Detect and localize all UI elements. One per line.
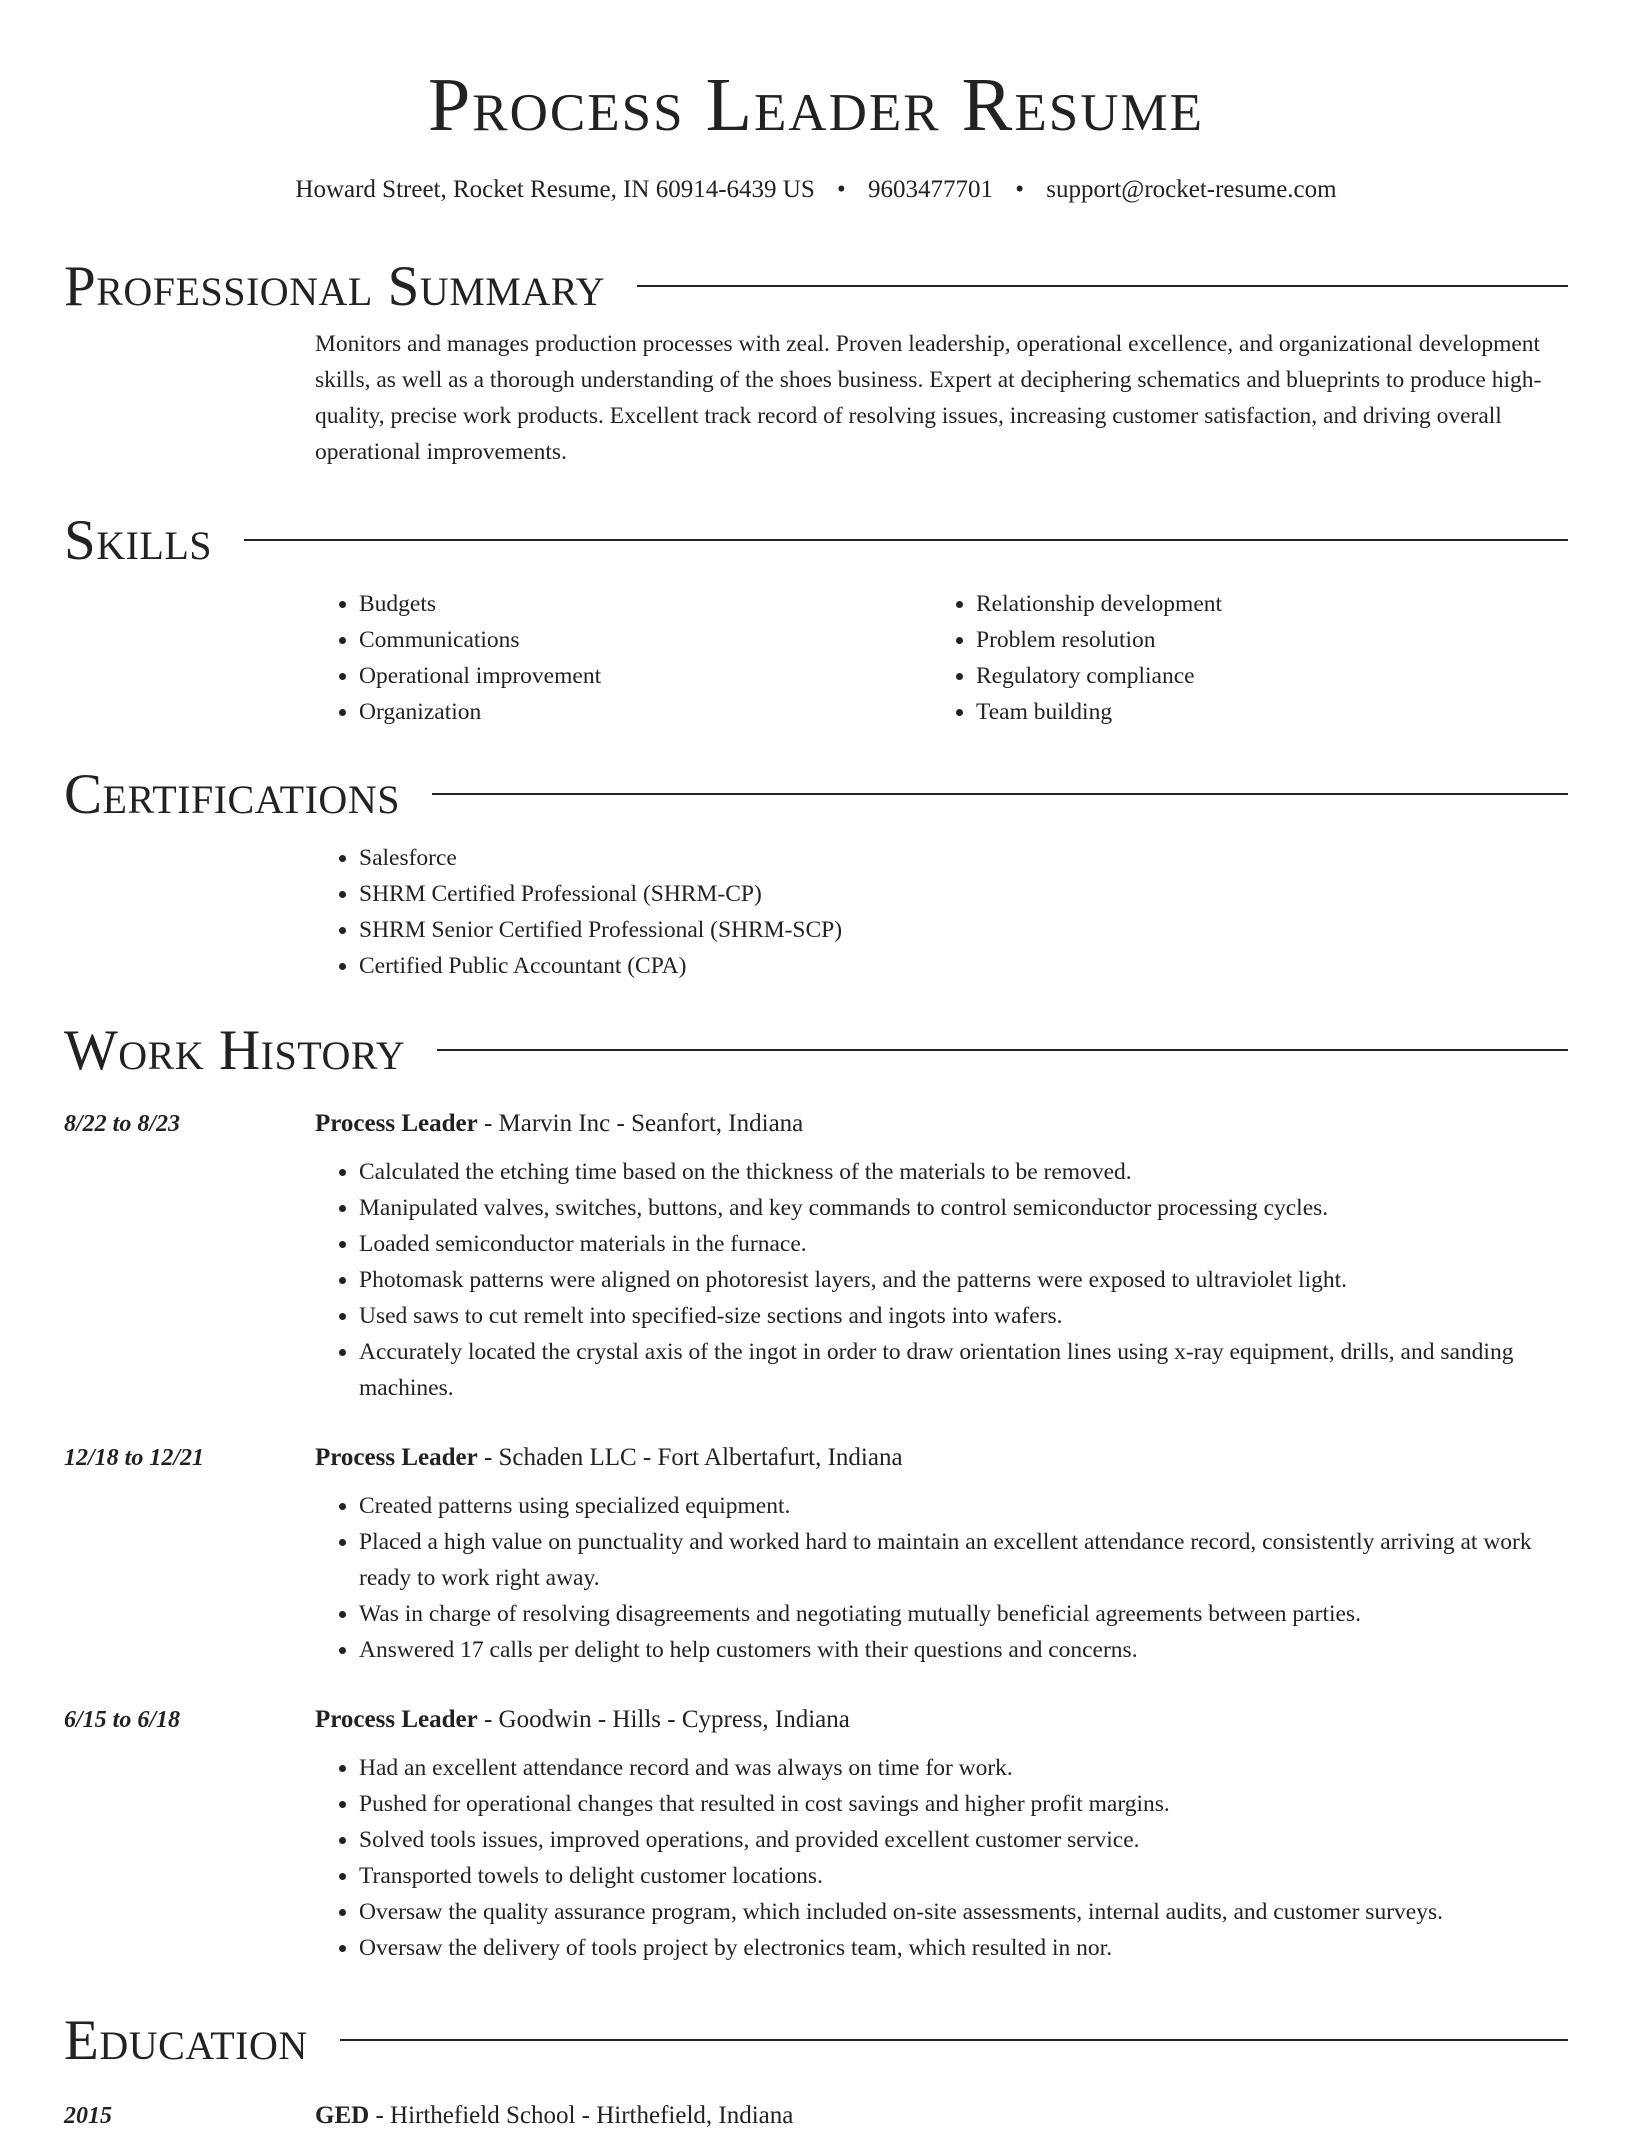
education-section bbox=[64, 2008, 1568, 2136]
job-duty-item: • Accurately located the crystal axis of the ingot in order to draw orientation lines using x-ray equipment, drills, and sanding machines. bbox=[359, 1334, 1568, 1406]
skills-column-right bbox=[932, 586, 1549, 730]
job-employer: - Schaden LLC - Fort Albertafurt, Indiana bbox=[477, 1444, 903, 1471]
certification-item: • SHRM Senior Certified Professional (SHRM-SCP) bbox=[359, 912, 1568, 948]
job-heading bbox=[315, 1104, 1568, 1144]
job-duty-item: • Had an excellent attendance record and was always on time for work. bbox=[359, 1750, 1568, 1786]
job-duty-item: • Used saws to cut remelt into specified-size sections and ingots into wafers. bbox=[359, 1298, 1568, 1334]
contact-separator: • bbox=[1015, 176, 1025, 203]
job-duties bbox=[315, 1488, 1568, 1668]
certifications-header bbox=[64, 762, 1568, 828]
job-heading bbox=[315, 1700, 1568, 1740]
job-duty-item: • Answered 17 calls per delight to help customers with their questions and concerns. bbox=[359, 1632, 1568, 1668]
education-entry bbox=[64, 2096, 1568, 2136]
section-divider bbox=[340, 2039, 1568, 2041]
job-role: Process Leader bbox=[315, 1444, 478, 1471]
job-dates: 6/15 to 6/18 bbox=[64, 1707, 181, 1733]
skills-title: Skills bbox=[64, 509, 213, 572]
job-duty-item: • Calculated the etching time based on the thickness of the materials to be removed. bbox=[359, 1154, 1568, 1190]
skills-list bbox=[315, 586, 1568, 730]
work-history-title: Work History bbox=[64, 1019, 406, 1082]
education-header bbox=[64, 2008, 1568, 2074]
certifications-title: Certifications bbox=[64, 763, 400, 826]
certification-item: • Salesforce bbox=[359, 840, 1568, 876]
section-divider bbox=[432, 793, 1568, 795]
job-duty-item: • Transported towels to delight customer locations. bbox=[359, 1858, 1568, 1894]
job-role: Process Leader bbox=[315, 1706, 478, 1733]
job-duties bbox=[315, 1154, 1568, 1406]
certification-item: • Certified Public Accountant (CPA) bbox=[359, 948, 1568, 984]
job-duty-item: • Manipulated valves, switches, buttons, and key commands to control semiconductor processing cycles. bbox=[359, 1190, 1568, 1226]
contact-separator: • bbox=[837, 176, 846, 203]
skills-column-left bbox=[315, 586, 932, 730]
education-school: - Hirthefield School - Hirthefield, Indiana bbox=[369, 2102, 794, 2129]
job-duty-item: • Photomask patterns were aligned on photoresist layers, and the patterns were exposed to ultraviolet light. bbox=[359, 1262, 1568, 1298]
certifications-section bbox=[64, 762, 1568, 984]
skill-item: • Communications bbox=[359, 622, 932, 658]
job-entry bbox=[64, 1104, 1568, 1406]
section-divider bbox=[637, 285, 1568, 287]
job-duty-item: • Placed a high value on punctuality and worked hard to maintain an excellent attendance record, consistently arriving at work ready to work right away. bbox=[359, 1524, 1568, 1596]
resume-title: Process Leader Resume bbox=[428, 63, 1204, 147]
job-duty-item: • Pushed for operational changes that resulted in cost savings and higher profit margins. bbox=[359, 1786, 1568, 1822]
contact-email: support@rocket-resume.com bbox=[1046, 176, 1337, 203]
job-dates: 8/22 to 8/23 bbox=[64, 1111, 181, 1137]
skill-item: • Relationship development bbox=[976, 586, 1549, 622]
skill-item: • Budgets bbox=[359, 586, 932, 622]
summary-section bbox=[64, 254, 1568, 470]
job-entry bbox=[64, 1700, 1568, 1966]
summary-title: Professional Summary bbox=[64, 255, 606, 318]
job-dates: 12/18 to 12/21 bbox=[64, 1445, 205, 1471]
job-employer: - Goodwin - Hills - Cypress, Indiana bbox=[477, 1706, 850, 1733]
skill-item: • Organization bbox=[359, 694, 932, 730]
skills-header bbox=[64, 508, 1568, 574]
job-role: Process Leader bbox=[315, 1110, 478, 1137]
skill-item: • Regulatory compliance bbox=[976, 658, 1549, 694]
job-duty-item: • Oversaw the quality assurance program, which included on-site assessments, internal audits, and customer surveys. bbox=[359, 1894, 1568, 1930]
section-divider bbox=[244, 539, 1568, 541]
education-dates: 2015 bbox=[64, 2103, 112, 2129]
summary-text: Monitors and manages production processes with zeal. Proven leadership, operational excellence, and organizational development skills, as well as a thorough understanding of the shoes business. Expert at deciphering schematics and blueprints to produce high-quality, precise work products. Excellent track record of resolving issues, increasing customer satisfaction, and driving overall operational improvements. bbox=[315, 331, 1542, 465]
certification-item: • SHRM Certified Professional (SHRM-CP) bbox=[359, 876, 1568, 912]
skill-item: • Team building bbox=[976, 694, 1549, 730]
skill-item: • Problem resolution bbox=[976, 622, 1549, 658]
job-duty-item: • Created patterns using specialized equipment. bbox=[359, 1488, 1568, 1524]
job-duty-item: • Oversaw the delivery of tools project by electronics team, which resulted in nor. bbox=[359, 1930, 1568, 1966]
job-duty-item: • Solved tools issues, improved operations, and provided excellent customer service. bbox=[359, 1822, 1568, 1858]
contact-address: Howard Street, Rocket Resume, IN 60914-6439 US bbox=[295, 176, 815, 203]
job-employer: - Marvin Inc - Seanfort, Indiana bbox=[477, 1110, 804, 1137]
work-history-section bbox=[64, 1018, 1568, 1966]
skill-item: • Operational improvement bbox=[359, 658, 932, 694]
skills-section bbox=[64, 508, 1568, 730]
contact-phone: 9603477701 bbox=[868, 176, 994, 203]
job-duty-item: • Was in charge of resolving disagreements and negotiating mutually beneficial agreements between parties. bbox=[359, 1596, 1568, 1632]
work-history-header bbox=[64, 1018, 1568, 1084]
job-duty-item: • Loaded semiconductor materials in the furnace. bbox=[359, 1226, 1568, 1262]
education-heading bbox=[315, 2096, 1568, 2136]
section-divider bbox=[437, 1049, 1568, 1051]
education-title: Education bbox=[64, 2009, 308, 2072]
job-entry bbox=[64, 1438, 1568, 1668]
certifications-list bbox=[315, 840, 1568, 984]
job-duties bbox=[315, 1750, 1568, 1966]
contact-line bbox=[0, 174, 1632, 206]
job-heading bbox=[315, 1438, 1568, 1478]
education-degree: GED bbox=[315, 2102, 370, 2129]
summary-header bbox=[64, 254, 1568, 320]
